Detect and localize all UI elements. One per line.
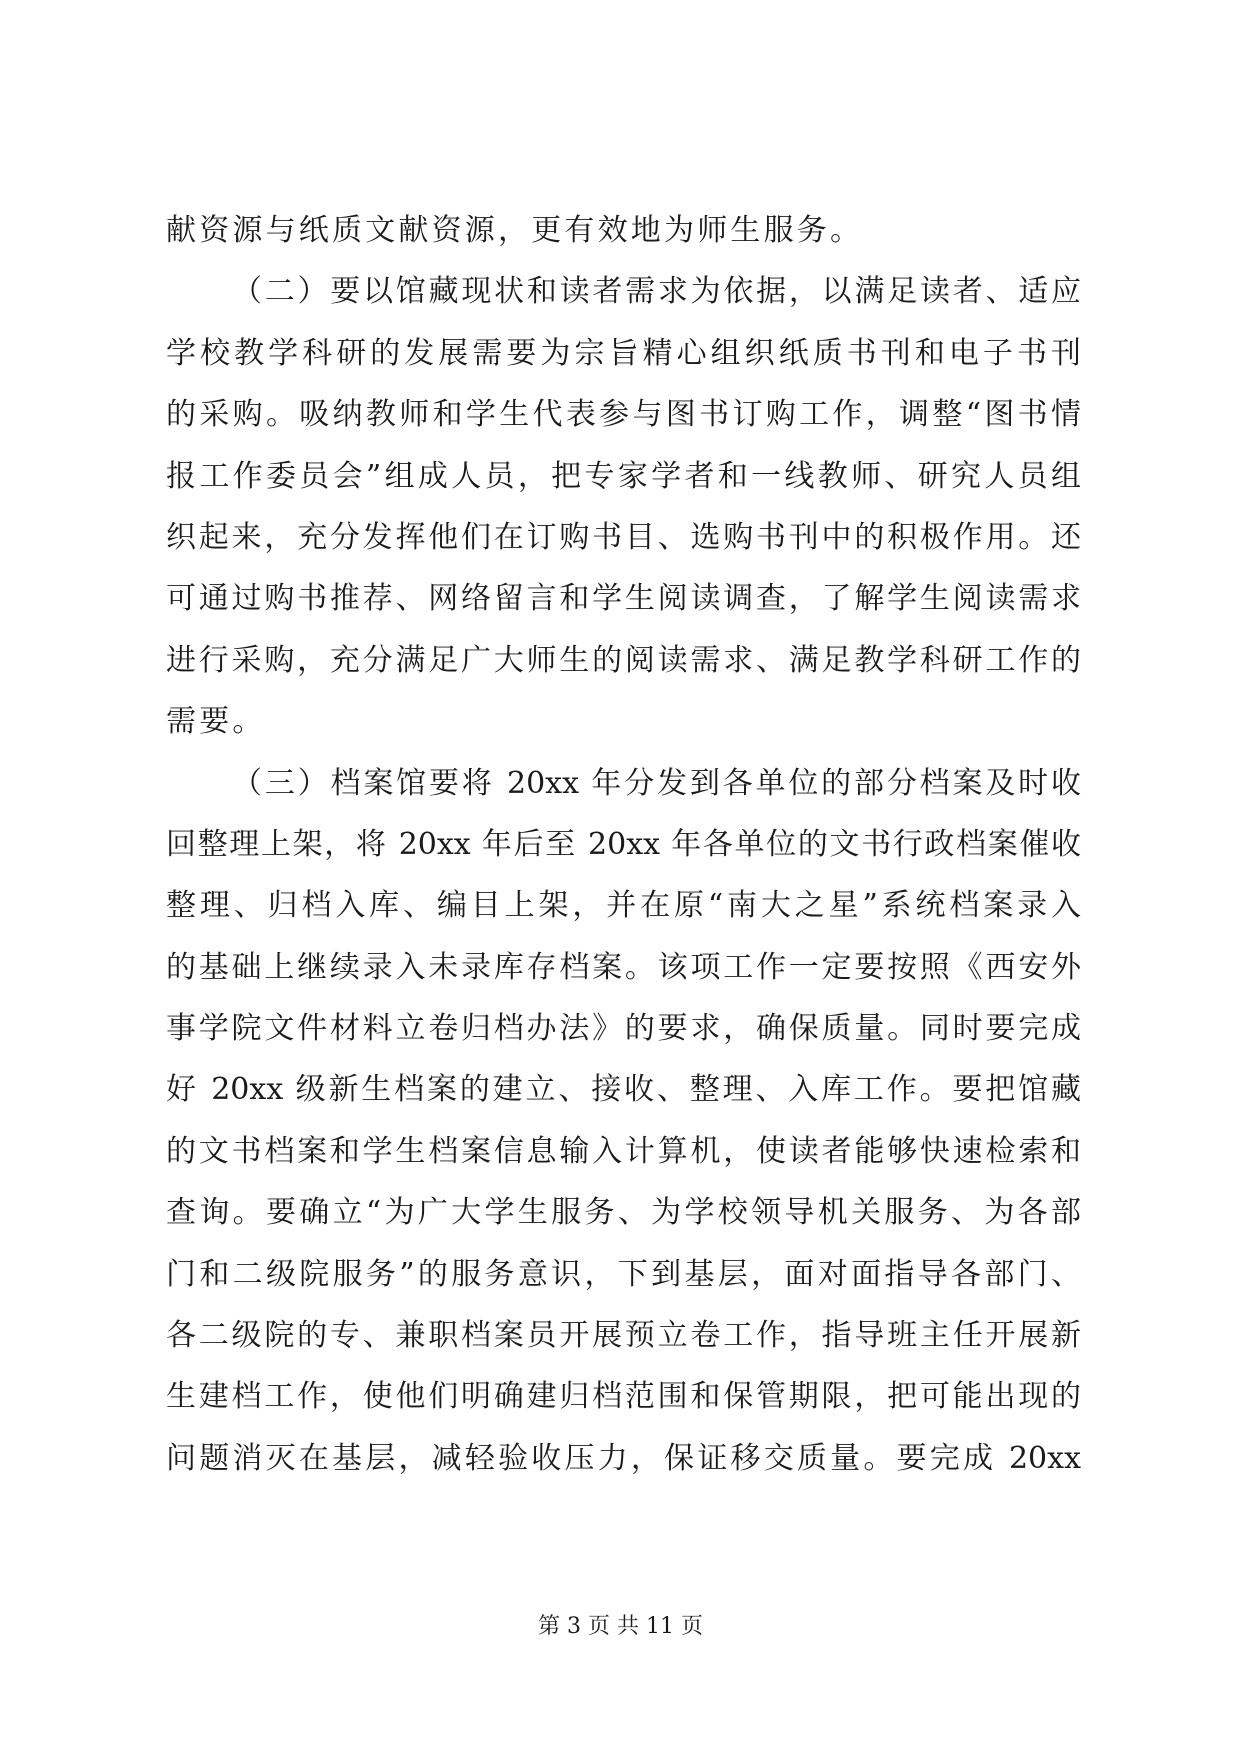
text-line: 门和二级院服务”的服务意识，下到基层，面对面指导各部门、	[166, 1256, 1081, 1292]
text-line: 报工作委员会”组成人员，把专家学者和一线教师、研究人员组	[166, 458, 1081, 494]
text-line: 的基础上继续录入未录库存档案。该项工作一定要按照《西安外	[166, 949, 1081, 985]
text-line: 学校教学科研的发展需要为宗旨精心组织纸质书刊和电子书刊	[166, 335, 1081, 371]
text-line: 需要。	[166, 704, 266, 740]
text-line: 进行采购，充分满足广大师生的阅读需求、满足教学科研工作的	[166, 642, 1081, 678]
paragraph-start-line: （三）档案馆要将 20xx 年分发到各单位的部分档案及时收	[232, 765, 1081, 801]
text-line: 好 20xx 级新生档案的建立、接收、整理、入库工作。要把馆藏	[166, 1072, 1081, 1108]
text-line: 的文书档案和学生档案信息输入计算机，使读者能够快速检索和	[166, 1133, 1081, 1169]
text-line: 查询。要确立“为广大学生服务、为学校领导机关服务、为各部	[166, 1195, 1081, 1231]
text-line: 生建档工作，使他们明确建归档范围和保管期限，把可能出现的	[166, 1379, 1081, 1415]
text-line: 的采购。吸纳教师和学生代表参与图书订购工作，调整“图书情	[166, 397, 1081, 433]
text-line: 回整理上架，将 20xx 年后至 20xx 年各单位的文书行政档案催收	[166, 826, 1081, 862]
paragraph-start-line: （二）要以馆藏现状和读者需求为依据，以满足读者、适应	[232, 274, 1081, 310]
document-body	[166, 200, 1081, 1489]
text-line: 织起来，充分发挥他们在订购书目、选购书刊中的积极作用。还	[166, 519, 1081, 555]
text-line: 事学院文件材料立卷归档办法》的要求，确保质量。同时要完成	[166, 1011, 1081, 1047]
text-line: 整理、归档入库、编目上架，并在原“南大之星”系统档案录入	[166, 888, 1081, 924]
text-line: 献资源与纸质文献资源，更有效地为师生服务。	[166, 213, 864, 248]
text-line: 问题消灭在基层，减轻验收压力，保证移交质量。要完成 20xx	[166, 1440, 1081, 1476]
text-line: 可通过购书推荐、网络留言和学生阅读调查，了解学生阅读需求	[166, 581, 1081, 617]
text-line: 各二级院的专、兼职档案员开展预立卷工作，指导班主任开展新	[166, 1318, 1081, 1354]
page-number-footer: 第 3 页 共 11 页	[538, 1614, 703, 1639]
